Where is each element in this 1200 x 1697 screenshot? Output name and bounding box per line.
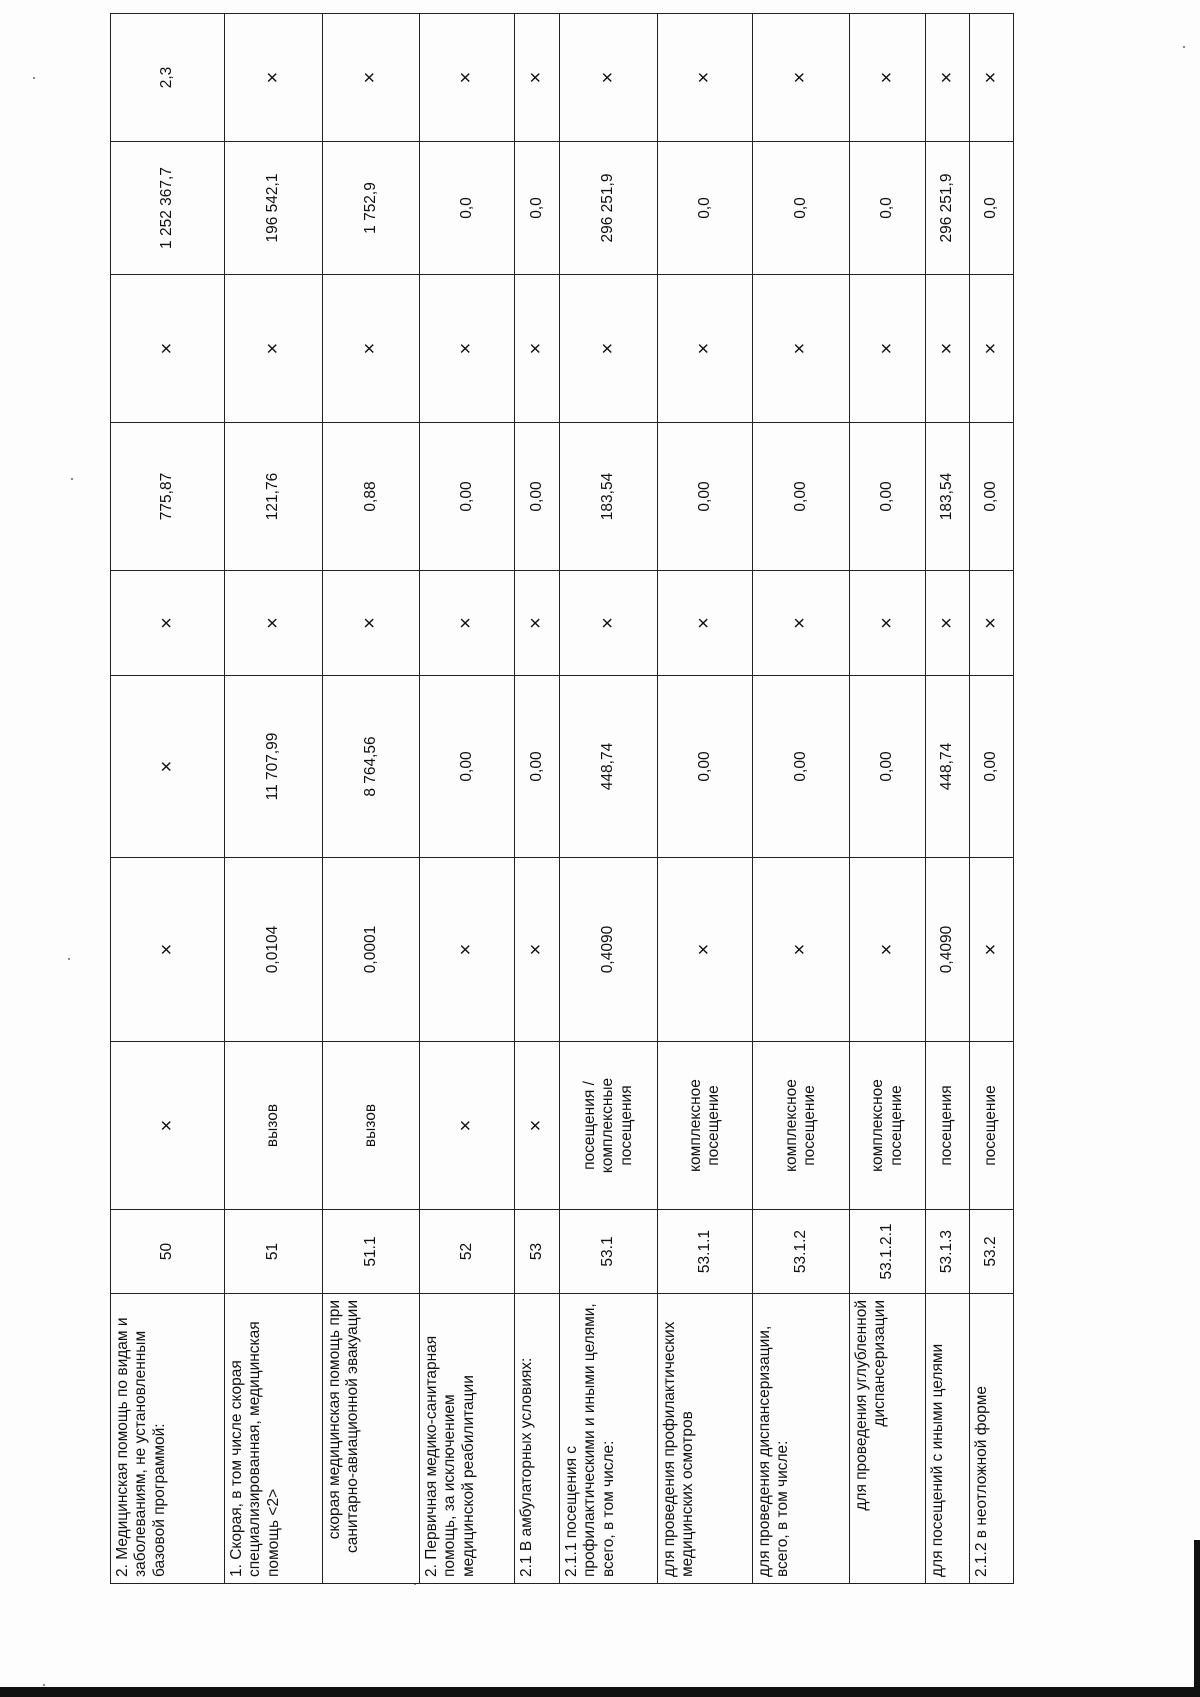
cell-c5: ×	[225, 571, 323, 676]
cell-cost: 448,74	[560, 676, 658, 858]
cell-c5: ×	[420, 571, 515, 676]
cell-unit: посещение	[970, 1042, 1014, 1210]
scan-speck	[33, 77, 35, 79]
cell-c7: ×	[753, 275, 850, 423]
cell-c5: ×	[658, 571, 753, 676]
table-row	[850, 14, 926, 1584]
cell-total: 1 752,9	[323, 142, 420, 275]
cell-share: ×	[515, 14, 560, 142]
cell-share: ×	[560, 14, 658, 142]
cell-code: 53.1	[560, 1210, 658, 1294]
cell-share: ×	[420, 14, 515, 142]
cell-volume: 0,4090	[560, 858, 658, 1042]
cell-c5: ×	[323, 571, 420, 676]
cell-c5: ×	[926, 571, 970, 676]
cell-unit: комплексное посещение	[658, 1042, 753, 1210]
cell-name: 2. Первичная медико-санитарная помощь, за исключением медицинской реабилитации	[420, 1294, 515, 1584]
cell-total: 0,0	[515, 142, 560, 275]
cell-volume: 0,0001	[323, 858, 420, 1042]
cell-cost: 11 707,99	[225, 676, 323, 858]
cell-cost: 0,00	[850, 676, 926, 858]
cell-code: 53.1.3	[926, 1210, 970, 1294]
cell-share: ×	[926, 14, 970, 142]
cell-name: 2.1 В амбулаторных условиях:	[515, 1294, 560, 1584]
cell-unit: посещения / комплексные посещения	[560, 1042, 658, 1210]
scan-border-bottom	[0, 1687, 1200, 1697]
cell-per-capita: 0,00	[970, 423, 1014, 571]
cell-volume: 0,4090	[926, 858, 970, 1042]
cell-total: 1 252 367,7	[111, 142, 225, 275]
cell-c7: ×	[111, 275, 225, 423]
cell-name: скорая медицинская помощь при санитарно-авиационной эвакуации	[323, 1294, 420, 1584]
cell-c7: ×	[658, 275, 753, 423]
cell-c5: ×	[753, 571, 850, 676]
table-row	[753, 14, 850, 1584]
cell-unit: вызов	[323, 1042, 420, 1210]
cell-share: ×	[753, 14, 850, 142]
cell-per-capita: 0,00	[753, 423, 850, 571]
table-row	[970, 14, 1014, 1584]
cell-c7: ×	[420, 275, 515, 423]
cell-code: 53.2	[970, 1210, 1014, 1294]
cell-name: для проведения профилактических медицинских осмотров	[658, 1294, 753, 1584]
cell-c5: ×	[515, 571, 560, 676]
cell-c5: ×	[970, 571, 1014, 676]
cell-unit: ×	[420, 1042, 515, 1210]
cell-name: для посещений с иными целями	[926, 1294, 970, 1584]
cell-code: 51	[225, 1210, 323, 1294]
cell-c5: ×	[850, 571, 926, 676]
cell-cost: 8 764,56	[323, 676, 420, 858]
cell-code: 52	[420, 1210, 515, 1294]
cell-total: 0,0	[970, 142, 1014, 275]
cell-cost: ×	[111, 676, 225, 858]
cell-total: 196 542,1	[225, 142, 323, 275]
cell-name: для проведения углубленной диспансеризации	[850, 1294, 926, 1584]
scan-speck	[71, 478, 73, 480]
cell-volume: ×	[970, 858, 1014, 1042]
cell-volume: ×	[753, 858, 850, 1042]
cell-c7: ×	[225, 275, 323, 423]
cell-unit: ×	[111, 1042, 225, 1210]
cell-per-capita: 0,00	[658, 423, 753, 571]
cell-per-capita: 121,76	[225, 423, 323, 571]
cell-volume: ×	[111, 858, 225, 1042]
cell-volume: ×	[420, 858, 515, 1042]
cell-c7: ×	[560, 275, 658, 423]
cell-per-capita: 775,87	[111, 423, 225, 571]
table-row	[658, 14, 753, 1584]
cell-c5: ×	[560, 571, 658, 676]
cell-per-capita: 183,54	[560, 423, 658, 571]
table-row	[323, 14, 420, 1584]
cell-total: 0,0	[420, 142, 515, 275]
cell-c5: ×	[111, 571, 225, 676]
cell-code: 53.1.1	[658, 1210, 753, 1294]
cell-share: ×	[850, 14, 926, 142]
table-row	[515, 14, 560, 1584]
cell-unit: комплексное посещение	[850, 1042, 926, 1210]
cell-per-capita: 0,00	[850, 423, 926, 571]
cell-volume: ×	[658, 858, 753, 1042]
cell-c7: ×	[323, 275, 420, 423]
cell-total: 296 251,9	[926, 142, 970, 275]
cell-c7: ×	[515, 275, 560, 423]
cell-total: 0,0	[658, 142, 753, 275]
cell-c7: ×	[970, 275, 1014, 423]
cell-cost: 0,00	[515, 676, 560, 858]
scan-speck	[43, 1684, 45, 1686]
cell-share: ×	[970, 14, 1014, 142]
scan-speck	[68, 958, 70, 960]
cell-code: 50	[111, 1210, 225, 1294]
cell-cost: 0,00	[970, 676, 1014, 858]
table-row	[225, 14, 323, 1584]
cell-cost: 0,00	[658, 676, 753, 858]
cell-share: ×	[658, 14, 753, 142]
cell-per-capita: 0,00	[515, 423, 560, 571]
cell-volume: 0,0104	[225, 858, 323, 1042]
table-row	[926, 14, 970, 1584]
cell-total: 0,0	[850, 142, 926, 275]
cell-unit: ×	[515, 1042, 560, 1210]
cell-code: 53.1.2	[753, 1210, 850, 1294]
cell-code: 53.1.2.1	[850, 1210, 926, 1294]
cell-cost: 0,00	[420, 676, 515, 858]
cell-code: 53	[515, 1210, 560, 1294]
scan-speck	[1183, 46, 1185, 48]
cell-volume: ×	[850, 858, 926, 1042]
cell-c7: ×	[926, 275, 970, 423]
table-row	[560, 14, 658, 1584]
cell-per-capita: 0,00	[420, 423, 515, 571]
cell-unit: комплексное посещение	[753, 1042, 850, 1210]
cell-per-capita: 183,54	[926, 423, 970, 571]
cell-unit: вызов	[225, 1042, 323, 1210]
table-row	[111, 14, 225, 1584]
cell-name: 2.1.1 посещения с профилактическими и иными целями, всего, в том числе:	[560, 1294, 658, 1584]
cell-per-capita: 0,88	[323, 423, 420, 571]
rotated-table-container	[110, 66, 1042, 1584]
cell-code: 51.1	[323, 1210, 420, 1294]
cell-name: 2.1.2 в неотложной форме	[970, 1294, 1014, 1584]
cell-name: 2. Медицинская помощь по видам и заболеваниям, не установленным базовой программой:	[111, 1294, 225, 1584]
cell-name: 1. Скорая, в том числе скорая специализированная, медицинская помощь <2>	[225, 1294, 323, 1584]
cell-total: 296 251,9	[560, 142, 658, 275]
data-table	[110, 13, 1014, 1584]
cell-c7: ×	[850, 275, 926, 423]
cell-cost: 448,74	[926, 676, 970, 858]
cell-volume: ×	[515, 858, 560, 1042]
scan-border-right	[1194, 1540, 1200, 1697]
cell-name: для проведения диспансеризации, всего, в том числе:	[753, 1294, 850, 1584]
cell-unit: посещения	[926, 1042, 970, 1210]
cell-share: ×	[225, 14, 323, 142]
cell-total: 0,0	[753, 142, 850, 275]
cell-cost: 0,00	[753, 676, 850, 858]
cell-share: 2,3	[111, 14, 225, 142]
cell-share: ×	[323, 14, 420, 142]
table-row	[420, 14, 515, 1584]
